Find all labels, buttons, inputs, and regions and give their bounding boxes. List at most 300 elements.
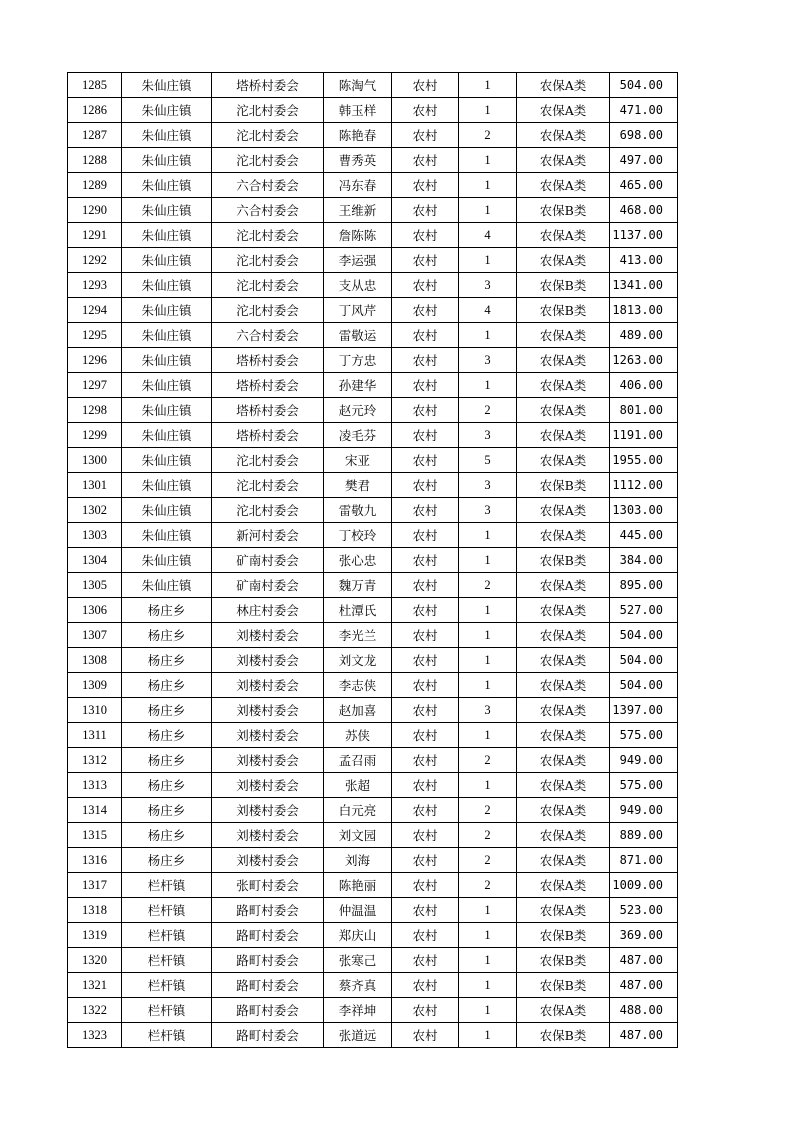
row-number-cell: 1315	[68, 823, 122, 848]
area-type-cell: 农村	[392, 423, 459, 448]
table-row	[68, 923, 678, 948]
name-cell: 陈淘气	[324, 73, 392, 98]
row-number-cell: 1296	[68, 348, 122, 373]
town-cell: 杨庄乡	[122, 673, 212, 698]
row-number-cell: 1319	[68, 923, 122, 948]
table-row	[68, 198, 678, 223]
table-row	[68, 548, 678, 573]
name-cell: 丁方忠	[324, 348, 392, 373]
name-cell: 詹陈陈	[324, 223, 392, 248]
name-cell: 丁风芹	[324, 298, 392, 323]
town-cell: 栏杆镇	[122, 1023, 212, 1048]
area-type-cell: 农村	[392, 873, 459, 898]
town-cell: 栏杆镇	[122, 948, 212, 973]
area-type-cell: 农村	[392, 923, 459, 948]
household-count-cell: 2	[459, 748, 517, 773]
area-type-cell: 农村	[392, 448, 459, 473]
household-count-cell: 1	[459, 773, 517, 798]
household-count-cell: 2	[459, 123, 517, 148]
table-row	[68, 573, 678, 598]
name-cell: 蔡齐真	[324, 973, 392, 998]
household-count-cell: 3	[459, 423, 517, 448]
area-type-cell: 农村	[392, 798, 459, 823]
town-cell: 朱仙庄镇	[122, 573, 212, 598]
amount-cell: 369.00	[610, 923, 678, 948]
table-row	[68, 648, 678, 673]
name-cell: 韩玉样	[324, 98, 392, 123]
table-row	[68, 748, 678, 773]
table-row	[68, 448, 678, 473]
category-cell: 农保A类	[517, 123, 610, 148]
amount-cell: 406.00	[610, 373, 678, 398]
name-cell: 凌毛芬	[324, 423, 392, 448]
table-row	[68, 1023, 678, 1048]
table-row	[68, 598, 678, 623]
area-type-cell: 农村	[392, 198, 459, 223]
household-count-cell: 5	[459, 448, 517, 473]
row-number-cell: 1309	[68, 673, 122, 698]
area-type-cell: 农村	[392, 673, 459, 698]
household-count-cell: 1	[459, 623, 517, 648]
village-committee-cell: 六合村委会	[212, 198, 324, 223]
area-type-cell: 农村	[392, 473, 459, 498]
category-cell: 农保A类	[517, 723, 610, 748]
name-cell: 樊君	[324, 473, 392, 498]
household-count-cell: 1	[459, 373, 517, 398]
area-type-cell: 农村	[392, 148, 459, 173]
row-number-cell: 1320	[68, 948, 122, 973]
name-cell: 郑庆山	[324, 923, 392, 948]
area-type-cell: 农村	[392, 973, 459, 998]
town-cell: 朱仙庄镇	[122, 373, 212, 398]
amount-cell: 889.00	[610, 823, 678, 848]
row-number-cell: 1301	[68, 473, 122, 498]
household-count-cell: 1	[459, 548, 517, 573]
town-cell: 朱仙庄镇	[122, 398, 212, 423]
row-number-cell: 1311	[68, 723, 122, 748]
name-cell: 雷敬九	[324, 498, 392, 523]
household-count-cell: 2	[459, 798, 517, 823]
village-committee-cell: 张町村委会	[212, 873, 324, 898]
name-cell: 雷敬运	[324, 323, 392, 348]
name-cell: 陈艳丽	[324, 873, 392, 898]
household-count-cell: 1	[459, 98, 517, 123]
row-number-cell: 1307	[68, 623, 122, 648]
amount-cell: 949.00	[610, 748, 678, 773]
table-row	[68, 698, 678, 723]
amount-cell: 949.00	[610, 798, 678, 823]
area-type-cell: 农村	[392, 73, 459, 98]
category-cell: 农保B类	[517, 548, 610, 573]
name-cell: 张超	[324, 773, 392, 798]
area-type-cell: 农村	[392, 248, 459, 273]
row-number-cell: 1300	[68, 448, 122, 473]
table-row	[68, 973, 678, 998]
category-cell: 农保A类	[517, 773, 610, 798]
village-committee-cell: 路町村委会	[212, 948, 324, 973]
amount-cell: 445.00	[610, 523, 678, 548]
table-row	[68, 523, 678, 548]
amount-cell: 384.00	[610, 548, 678, 573]
category-cell: 农保A类	[517, 623, 610, 648]
table-row	[68, 423, 678, 448]
table-row	[68, 148, 678, 173]
amount-cell: 698.00	[610, 123, 678, 148]
row-number-cell: 1302	[68, 498, 122, 523]
area-type-cell: 农村	[392, 398, 459, 423]
category-cell: 农保B类	[517, 298, 610, 323]
category-cell: 农保A类	[517, 98, 610, 123]
village-committee-cell: 塔桥村委会	[212, 398, 324, 423]
town-cell: 杨庄乡	[122, 798, 212, 823]
amount-cell: 1397.00	[610, 698, 678, 723]
village-committee-cell: 沱北村委会	[212, 123, 324, 148]
category-cell: 农保A类	[517, 173, 610, 198]
name-cell: 冯东春	[324, 173, 392, 198]
name-cell: 支从忠	[324, 273, 392, 298]
amount-cell: 487.00	[610, 973, 678, 998]
name-cell: 孟召雨	[324, 748, 392, 773]
table-row	[68, 98, 678, 123]
household-count-cell: 2	[459, 873, 517, 898]
village-committee-cell: 矿南村委会	[212, 548, 324, 573]
area-type-cell: 农村	[392, 648, 459, 673]
area-type-cell: 农村	[392, 273, 459, 298]
amount-cell: 1112.00	[610, 473, 678, 498]
row-number-cell: 1291	[68, 223, 122, 248]
village-committee-cell: 新河村委会	[212, 523, 324, 548]
area-type-cell: 农村	[392, 998, 459, 1023]
village-committee-cell: 沱北村委会	[212, 98, 324, 123]
table-row	[68, 298, 678, 323]
area-type-cell: 农村	[392, 573, 459, 598]
town-cell: 朱仙庄镇	[122, 523, 212, 548]
household-count-cell: 1	[459, 248, 517, 273]
amount-cell: 471.00	[610, 98, 678, 123]
town-cell: 朱仙庄镇	[122, 173, 212, 198]
area-type-cell: 农村	[392, 598, 459, 623]
row-number-cell: 1289	[68, 173, 122, 198]
village-committee-cell: 沱北村委会	[212, 473, 324, 498]
table-row	[68, 948, 678, 973]
household-count-cell: 1	[459, 73, 517, 98]
name-cell: 张寒己	[324, 948, 392, 973]
amount-cell: 504.00	[610, 648, 678, 673]
amount-cell: 497.00	[610, 148, 678, 173]
amount-cell: 468.00	[610, 198, 678, 223]
household-count-cell: 3	[459, 498, 517, 523]
category-cell: 农保A类	[517, 348, 610, 373]
table-row	[68, 498, 678, 523]
amount-cell: 1341.00	[610, 273, 678, 298]
household-count-cell: 1	[459, 173, 517, 198]
category-cell: 农保A类	[517, 998, 610, 1023]
household-count-cell: 1	[459, 323, 517, 348]
village-committee-cell: 沱北村委会	[212, 148, 324, 173]
category-cell: 农保A类	[517, 523, 610, 548]
row-number-cell: 1297	[68, 373, 122, 398]
area-type-cell: 农村	[392, 523, 459, 548]
amount-cell: 1955.00	[610, 448, 678, 473]
row-number-cell: 1306	[68, 598, 122, 623]
table-row	[68, 873, 678, 898]
name-cell: 李祥坤	[324, 998, 392, 1023]
row-number-cell: 1310	[68, 698, 122, 723]
table-row	[68, 773, 678, 798]
name-cell: 王维新	[324, 198, 392, 223]
amount-cell: 504.00	[610, 673, 678, 698]
name-cell: 陈艳春	[324, 123, 392, 148]
category-cell: 农保A类	[517, 848, 610, 873]
area-type-cell: 农村	[392, 98, 459, 123]
row-number-cell: 1303	[68, 523, 122, 548]
area-type-cell: 农村	[392, 898, 459, 923]
village-committee-cell: 塔桥村委会	[212, 348, 324, 373]
row-number-cell: 1286	[68, 98, 122, 123]
table-row	[68, 473, 678, 498]
category-cell: 农保A类	[517, 648, 610, 673]
village-committee-cell: 塔桥村委会	[212, 373, 324, 398]
amount-cell: 1191.00	[610, 423, 678, 448]
area-type-cell: 农村	[392, 298, 459, 323]
table-row	[68, 348, 678, 373]
category-cell: 农保B类	[517, 273, 610, 298]
table-row	[68, 173, 678, 198]
name-cell: 苏侠	[324, 723, 392, 748]
village-committee-cell: 路町村委会	[212, 898, 324, 923]
amount-cell: 487.00	[610, 1023, 678, 1048]
town-cell: 朱仙庄镇	[122, 73, 212, 98]
category-cell: 农保A类	[517, 823, 610, 848]
amount-cell: 575.00	[610, 773, 678, 798]
category-cell: 农保B类	[517, 948, 610, 973]
village-committee-cell: 塔桥村委会	[212, 423, 324, 448]
table-row	[68, 248, 678, 273]
town-cell: 栏杆镇	[122, 973, 212, 998]
amount-cell: 413.00	[610, 248, 678, 273]
village-committee-cell: 刘楼村委会	[212, 823, 324, 848]
table-row	[68, 998, 678, 1023]
village-committee-cell: 刘楼村委会	[212, 748, 324, 773]
town-cell: 栏杆镇	[122, 923, 212, 948]
table-row	[68, 723, 678, 748]
name-cell: 李运强	[324, 248, 392, 273]
table-row	[68, 823, 678, 848]
town-cell: 朱仙庄镇	[122, 273, 212, 298]
household-count-cell: 4	[459, 223, 517, 248]
table-row	[68, 73, 678, 98]
table-row	[68, 848, 678, 873]
area-type-cell: 农村	[392, 623, 459, 648]
town-cell: 杨庄乡	[122, 823, 212, 848]
area-type-cell: 农村	[392, 823, 459, 848]
category-cell: 农保B类	[517, 198, 610, 223]
table-row	[68, 673, 678, 698]
row-number-cell: 1292	[68, 248, 122, 273]
category-cell: 农保A类	[517, 748, 610, 773]
area-type-cell: 农村	[392, 773, 459, 798]
category-cell: 农保A类	[517, 373, 610, 398]
amount-cell: 488.00	[610, 998, 678, 1023]
household-count-cell: 1	[459, 948, 517, 973]
table-row	[68, 623, 678, 648]
area-type-cell: 农村	[392, 698, 459, 723]
village-committee-cell: 路町村委会	[212, 973, 324, 998]
name-cell: 刘文园	[324, 823, 392, 848]
household-count-cell: 1	[459, 148, 517, 173]
town-cell: 朱仙庄镇	[122, 248, 212, 273]
household-count-cell: 3	[459, 698, 517, 723]
table-row	[68, 798, 678, 823]
amount-cell: 504.00	[610, 73, 678, 98]
area-type-cell: 农村	[392, 548, 459, 573]
table-row	[68, 273, 678, 298]
name-cell: 孙建华	[324, 373, 392, 398]
town-cell: 杨庄乡	[122, 748, 212, 773]
row-number-cell: 1322	[68, 998, 122, 1023]
area-type-cell: 农村	[392, 723, 459, 748]
household-count-cell: 1	[459, 923, 517, 948]
town-cell: 朱仙庄镇	[122, 423, 212, 448]
area-type-cell: 农村	[392, 323, 459, 348]
name-cell: 刘海	[324, 848, 392, 873]
village-committee-cell: 林庄村委会	[212, 598, 324, 623]
row-number-cell: 1288	[68, 148, 122, 173]
household-count-cell: 1	[459, 1023, 517, 1048]
town-cell: 朱仙庄镇	[122, 498, 212, 523]
town-cell: 杨庄乡	[122, 723, 212, 748]
household-count-cell: 4	[459, 298, 517, 323]
household-count-cell: 1	[459, 598, 517, 623]
row-number-cell: 1285	[68, 73, 122, 98]
category-cell: 农保A类	[517, 598, 610, 623]
household-count-cell: 3	[459, 348, 517, 373]
area-type-cell: 农村	[392, 123, 459, 148]
name-cell: 曹秀英	[324, 148, 392, 173]
village-committee-cell: 刘楼村委会	[212, 648, 324, 673]
row-number-cell: 1287	[68, 123, 122, 148]
table-row	[68, 223, 678, 248]
name-cell: 杜潭氏	[324, 598, 392, 623]
amount-cell: 575.00	[610, 723, 678, 748]
name-cell: 宋亚	[324, 448, 392, 473]
household-count-cell: 1	[459, 723, 517, 748]
name-cell: 赵元玲	[324, 398, 392, 423]
table-row	[68, 898, 678, 923]
household-count-cell: 2	[459, 398, 517, 423]
village-committee-cell: 矿南村委会	[212, 573, 324, 598]
row-number-cell: 1321	[68, 973, 122, 998]
town-cell: 杨庄乡	[122, 598, 212, 623]
category-cell: 农保A类	[517, 448, 610, 473]
town-cell: 杨庄乡	[122, 623, 212, 648]
amount-cell: 489.00	[610, 323, 678, 348]
village-committee-cell: 刘楼村委会	[212, 723, 324, 748]
name-cell: 刘文龙	[324, 648, 392, 673]
category-cell: 农保A类	[517, 873, 610, 898]
name-cell: 丁校玲	[324, 523, 392, 548]
town-cell: 杨庄乡	[122, 648, 212, 673]
village-committee-cell: 刘楼村委会	[212, 698, 324, 723]
amount-cell: 895.00	[610, 573, 678, 598]
category-cell: 农保B类	[517, 973, 610, 998]
name-cell: 李志侠	[324, 673, 392, 698]
category-cell: 农保A类	[517, 223, 610, 248]
village-committee-cell: 沱北村委会	[212, 273, 324, 298]
household-count-cell: 1	[459, 998, 517, 1023]
amount-cell: 487.00	[610, 948, 678, 973]
town-cell: 朱仙庄镇	[122, 198, 212, 223]
category-cell: 农保A类	[517, 798, 610, 823]
amount-cell: 1303.00	[610, 498, 678, 523]
table-row	[68, 123, 678, 148]
town-cell: 朱仙庄镇	[122, 148, 212, 173]
amount-cell: 523.00	[610, 898, 678, 923]
row-number-cell: 1293	[68, 273, 122, 298]
household-count-cell: 3	[459, 273, 517, 298]
area-type-cell: 农村	[392, 373, 459, 398]
town-cell: 杨庄乡	[122, 848, 212, 873]
row-number-cell: 1304	[68, 548, 122, 573]
household-count-cell: 1	[459, 973, 517, 998]
category-cell: 农保A类	[517, 573, 610, 598]
row-number-cell: 1316	[68, 848, 122, 873]
town-cell: 朱仙庄镇	[122, 548, 212, 573]
village-committee-cell: 沱北村委会	[212, 248, 324, 273]
row-number-cell: 1298	[68, 398, 122, 423]
row-number-cell: 1312	[68, 748, 122, 773]
table-row	[68, 373, 678, 398]
amount-cell: 1137.00	[610, 223, 678, 248]
town-cell: 栏杆镇	[122, 998, 212, 1023]
name-cell: 白元亮	[324, 798, 392, 823]
roster-table	[67, 72, 678, 1048]
village-committee-cell: 塔桥村委会	[212, 73, 324, 98]
town-cell: 朱仙庄镇	[122, 298, 212, 323]
amount-cell: 1009.00	[610, 873, 678, 898]
village-committee-cell: 沱北村委会	[212, 298, 324, 323]
category-cell: 农保A类	[517, 148, 610, 173]
row-number-cell: 1323	[68, 1023, 122, 1048]
row-number-cell: 1317	[68, 873, 122, 898]
household-count-cell: 1	[459, 898, 517, 923]
area-type-cell: 农村	[392, 173, 459, 198]
table-row	[68, 398, 678, 423]
name-cell: 仲温温	[324, 898, 392, 923]
village-committee-cell: 沱北村委会	[212, 498, 324, 523]
row-number-cell: 1314	[68, 798, 122, 823]
category-cell: 农保B类	[517, 923, 610, 948]
row-number-cell: 1290	[68, 198, 122, 223]
category-cell: 农保A类	[517, 323, 610, 348]
town-cell: 朱仙庄镇	[122, 223, 212, 248]
row-number-cell: 1299	[68, 423, 122, 448]
area-type-cell: 农村	[392, 223, 459, 248]
row-number-cell: 1318	[68, 898, 122, 923]
village-committee-cell: 沱北村委会	[212, 223, 324, 248]
name-cell: 赵加喜	[324, 698, 392, 723]
area-type-cell: 农村	[392, 348, 459, 373]
village-committee-cell: 路町村委会	[212, 923, 324, 948]
household-count-cell: 1	[459, 523, 517, 548]
town-cell: 栏杆镇	[122, 873, 212, 898]
row-number-cell: 1294	[68, 298, 122, 323]
household-count-cell: 1	[459, 673, 517, 698]
town-cell: 朱仙庄镇	[122, 473, 212, 498]
category-cell: 农保A类	[517, 248, 610, 273]
town-cell: 朱仙庄镇	[122, 323, 212, 348]
amount-cell: 1263.00	[610, 348, 678, 373]
